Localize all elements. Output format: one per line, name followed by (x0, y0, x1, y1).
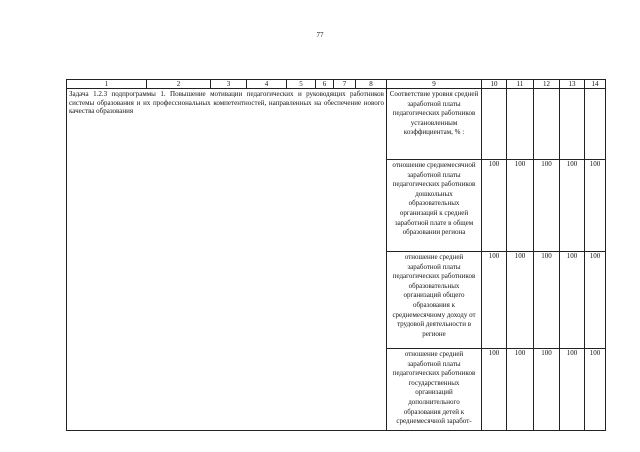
value-cell (507, 89, 534, 160)
value-cell: 100 (585, 252, 606, 349)
column-header: 7 (334, 80, 356, 89)
header-row (67, 80, 606, 89)
indicator-cell (387, 349, 482, 431)
task-cell (67, 89, 387, 431)
value-cell (585, 89, 606, 160)
page-number: 77 (316, 31, 324, 39)
value-cell: 100 (560, 160, 585, 252)
column-header: 4 (247, 80, 287, 89)
value-cell: 100 (585, 160, 606, 252)
column-header: 12 (534, 80, 560, 89)
value-cell (560, 89, 585, 160)
column-header: 9 (387, 80, 482, 89)
value-cell: 100 (534, 252, 560, 349)
value-cell (482, 89, 507, 160)
column-header: 13 (560, 80, 585, 89)
indicator-text: отношение средней заработной платы педагогических работников образовательных организаций общего образования к среднемесячному доходу от трудовой деятельности в регионе (392, 253, 476, 338)
value-cell: 100 (585, 349, 606, 431)
value-cell: 100 (560, 349, 585, 431)
indicator-cell (387, 252, 482, 349)
indicator-text: отношение среднемесячной заработной платы педагогических работников дошкольных образовательных организаций к средней заработной плате в общем образовании региона (392, 161, 476, 237)
value-cell: 100 (534, 349, 560, 431)
column-header: 8 (356, 80, 387, 89)
value-cell: 100 (507, 160, 534, 252)
indicator-cell (387, 89, 482, 160)
value-cell (534, 89, 560, 160)
column-header: 6 (316, 80, 334, 89)
value-cell: 100 (482, 160, 507, 252)
indicator-text: Соответствие уровня средней заработной платы педагогических работников установленным коэффициентам, % : (389, 90, 479, 137)
value-cell: 100 (534, 160, 560, 252)
indicators-table (66, 79, 606, 431)
value-cell: 100 (507, 349, 534, 431)
column-header: 1 (67, 80, 147, 89)
task-description: Задача 1.2.3 подпрограммы 1. Повышение мотивации педагогических и руководящих работников системы образования и их профессиональных компетентностей, направленных на обеспечение нового качества образования (69, 90, 384, 115)
column-header: 3 (211, 80, 247, 89)
table-row (67, 89, 606, 160)
indicator-cell (387, 160, 482, 252)
value-cell: 100 (560, 252, 585, 349)
column-header: 11 (507, 80, 534, 89)
column-header: 10 (482, 80, 507, 89)
value-cell: 100 (482, 252, 507, 349)
indicator-text: отношение средней заработной платы педагогических работников государственных организаций дополнительного образования детей к среднемесячной заработ- (392, 350, 476, 426)
column-header: 2 (147, 80, 211, 89)
column-header: 5 (287, 80, 316, 89)
value-cell: 100 (482, 349, 507, 431)
value-cell: 100 (507, 252, 534, 349)
column-header: 14 (585, 80, 606, 89)
